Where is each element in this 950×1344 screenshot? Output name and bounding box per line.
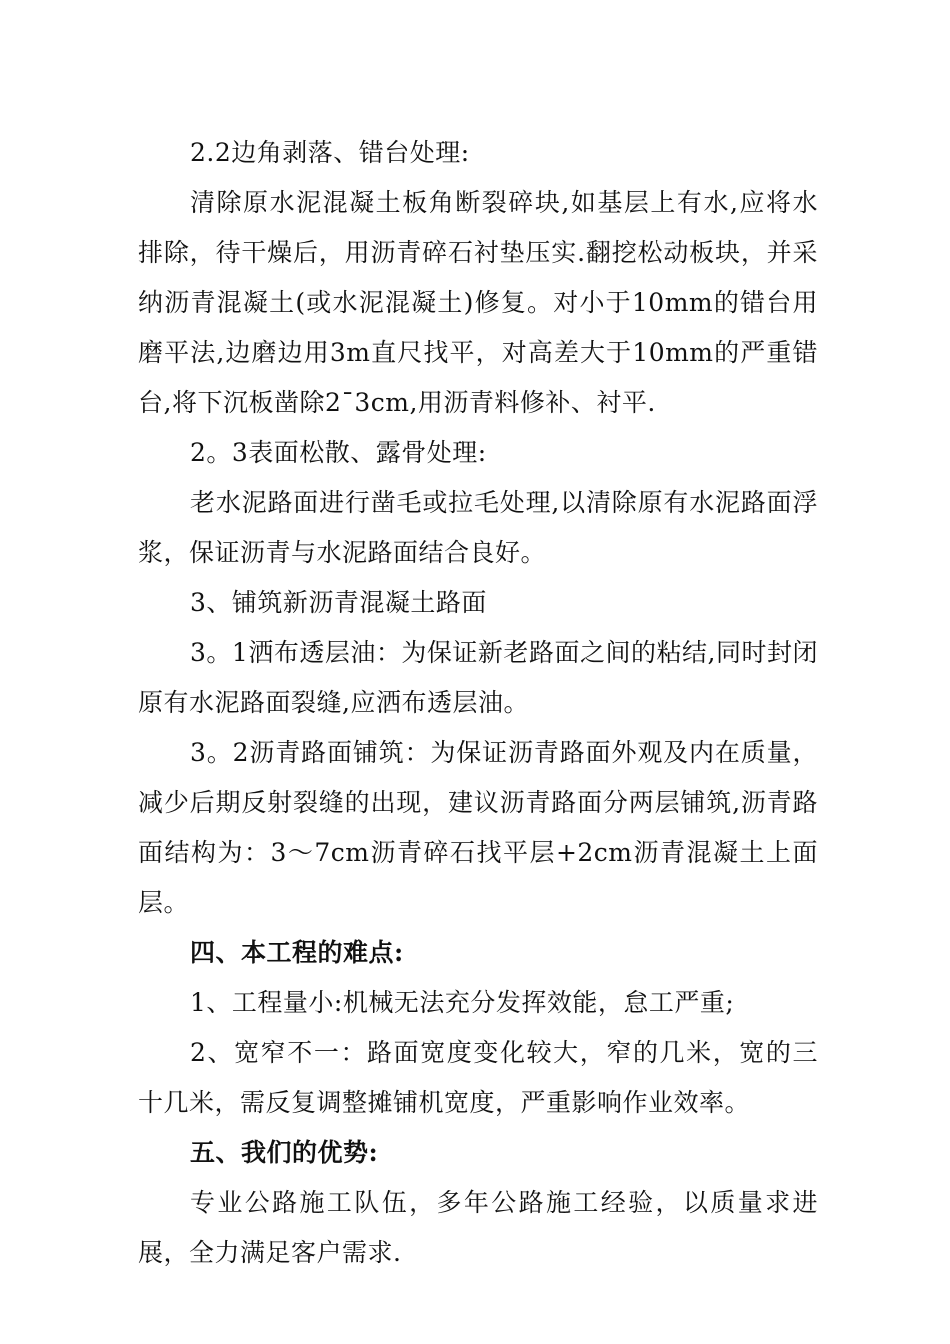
paragraph-difficulty-1: 1、工程量小:机械无法充分发挥效能，怠工严重; xyxy=(190,988,735,1017)
paragraph-section-2-3-body: 老水泥路面进行凿毛或拉毛处理,以清除原有水泥路面浮浆，保证沥青与水泥路面结合良好。 xyxy=(138,488,818,567)
paragraph-section-2-3-heading: 2。3表面松散、露骨处理: xyxy=(190,438,487,467)
heading-difficulties: 四、本工程的难点: xyxy=(190,938,404,967)
paragraph-section-3-2: 3。2沥青路面铺筑：为保证沥青路面外观及内在质量，减少后期反射裂缝的出现，建议沥青路面分两层铺筑,沥青路面结构为：3～7cm沥青碎石找平层+2cm沥青混凝土上面层。 xyxy=(138,738,818,917)
paragraph-section-3-1: 3。1洒布透层油：为保证新老路面之间的粘结,同时封闭原有水泥路面裂缝,应洒布透层油。 xyxy=(138,638,818,717)
paragraph-section-3-heading: 3、铺筑新沥青混凝土路面 xyxy=(190,588,487,617)
paragraph-difficulty-2: 2、宽窄不一：路面宽度变化较大，窄的几米，宽的三十几米，需反复调整摊铺机宽度，严重影响作业效率。 xyxy=(138,1038,818,1117)
paragraph-section-2-2-body: 清除原水泥混凝土板角断裂碎块,如基层上有水,应将水排除，待干燥后，用沥青碎石衬垫压实.翻挖松动板块，并采纳沥青混凝土(或水泥混凝土)修复。对小于10mm的错台用磨平法,边磨边用3m直尺找平，对高差大于10mm的严重错台,将下沉板凿除2¯3cm,用沥青料修补、衬平. xyxy=(138,188,818,417)
document-body xyxy=(138,128,818,1278)
paragraph-section-2-2-heading: 2.2边角剥落、错台处理: xyxy=(190,138,470,167)
paragraph-advantages: 专业公路施工队伍，多年公路施工经验，以质量求进展，全力满足客户需求. xyxy=(138,1188,818,1267)
heading-advantages: 五、我们的优势: xyxy=(190,1138,379,1167)
